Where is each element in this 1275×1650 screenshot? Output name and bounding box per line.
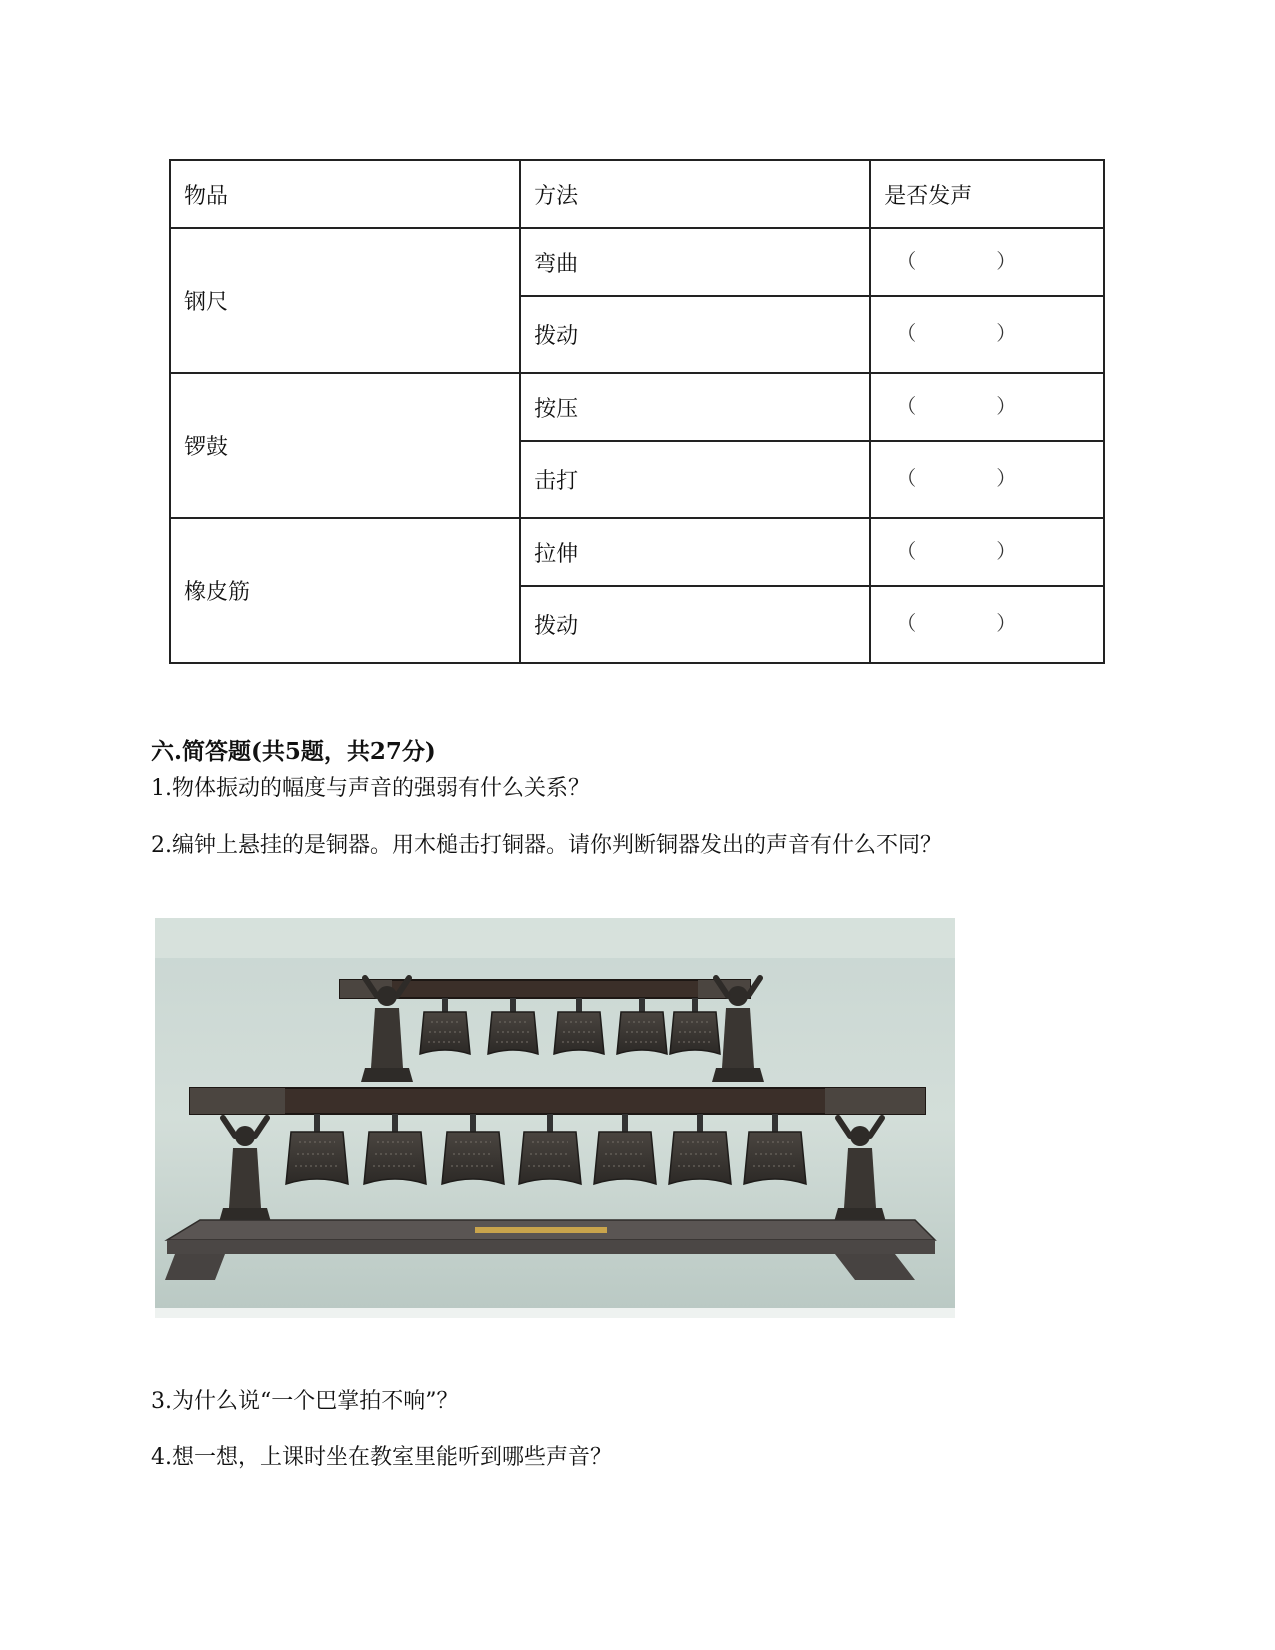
answer-close: ）: [996, 321, 1017, 345]
table-row: [170, 373, 1104, 441]
method-cell: 拨动: [520, 296, 870, 373]
section-title: 六.简答题(共5题，共27分): [151, 738, 436, 765]
answer-cell: [870, 228, 1104, 296]
answer-open: （: [896, 248, 917, 273]
header-sound: 是否发声: [870, 160, 1104, 228]
answer-close: ）: [996, 466, 1017, 490]
answer-open: （: [896, 611, 917, 635]
table-row: [170, 518, 1104, 586]
question-4: 4.想一想，上课时坐在教室里能听到哪些声音？: [151, 1445, 612, 1470]
item-cell: 橡皮筋: [170, 518, 520, 663]
answer-close: ）: [996, 393, 1017, 418]
answer-cell: [870, 586, 1104, 663]
item-cell: 锣鼓: [170, 373, 520, 518]
answer-cell: [870, 518, 1104, 586]
bianzhong-bells-photo: [155, 918, 955, 1318]
answer-open: （: [896, 538, 917, 563]
answer-close: ）: [996, 611, 1017, 635]
question-2: 2.编钟上悬挂的是铜器。用木槌击打铜器。请你判断铜器发出的声音有什么不同？: [151, 833, 942, 858]
method-cell: 弯曲: [520, 228, 870, 296]
answer-cell: [870, 373, 1104, 441]
method-cell: 击打: [520, 441, 870, 518]
answer-open: （: [896, 393, 917, 418]
method-cell: 拉伸: [520, 518, 870, 586]
question-3: 3.为什么说“一个巴掌拍不响”？: [151, 1389, 459, 1414]
header-item: 物品: [170, 160, 520, 228]
header-method: 方法: [520, 160, 870, 228]
method-cell: 拨动: [520, 586, 870, 663]
method-cell: 按压: [520, 373, 870, 441]
table-header-row: [170, 160, 1104, 228]
answer-cell: [870, 296, 1104, 373]
item-cell: 钢尺: [170, 228, 520, 373]
question-1: 1.物体振动的幅度与声音的强弱有什么关系？: [151, 776, 590, 801]
table-row: [170, 228, 1104, 296]
answer-close: ）: [996, 248, 1017, 273]
answer-open: （: [896, 466, 917, 490]
answer-open: （: [896, 321, 917, 345]
sound-experiment-table: [169, 159, 1105, 664]
answer-close: ）: [996, 538, 1017, 563]
answer-cell: [870, 441, 1104, 518]
